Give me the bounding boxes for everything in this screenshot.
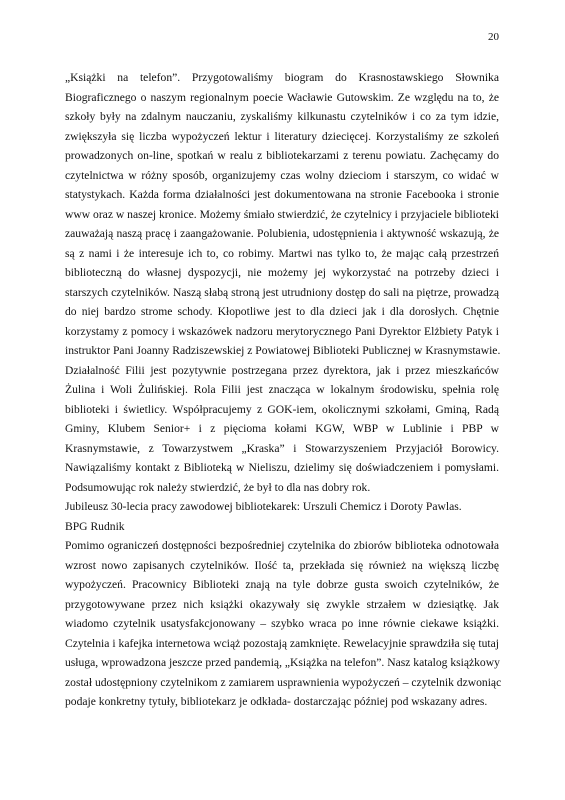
text-line: biblioteki i świetlicy. Współpracujemy z GOK-iem, okolicznymi szkołami, Gminą, Radą [65, 402, 499, 416]
text-line: starszych czytelników. Naszą słabą stroną jest utrudniony dostęp do sali na piętrze, prowadzą [65, 285, 499, 299]
text-line: do niej bardzo strome schody. Kłopotliwe jest to dla dzieci jak i dla dorosłych. Chętnie [65, 305, 499, 318]
text-line: instruktor Pani Joanny Radziszewskiej z Powiatowej Biblioteki Publicznej w Krasnymstawie. [65, 344, 501, 357]
text-line: zwiększyła się liczba wypożyczeń lektur i literatury dziecięcej. Korzystaliśmy ze szkoleń [65, 129, 499, 143]
text-line: Krasnymstawie, z Towarzystwem „Kraska” i Stowarzyszeniem Przyjaciół Borowicy. [65, 441, 499, 455]
text-line: Działalność Filii jest pozytywnie postrzegana przez dyrektora, jak i przez mieszkańców [65, 363, 499, 377]
text-line: Gminy, Klubem Senior+ i z pięcioma kołami KGW, WBP w Lublinie i PBP w [65, 422, 499, 435]
text-line: wiadomo czytelnik usatysfakcjonowany – szybko wraca po inne równie ciekawe książki. [65, 617, 499, 630]
text-line: biblioteczną do własnej dyspozycji, nie możemy jej wykorzystać na potrzeby dzieci i [65, 266, 499, 279]
text-line: są z nami i że interesuje ich to, co robimy. Martwi nas tylko to, że mając całą przestrzeń [65, 246, 499, 260]
text-line: Jubileusz 30-lecia pracy zawodowej bibliotekarek: Urszuli Chemicz i Doroty Pawlas. [65, 500, 462, 513]
text-line: Żulina i Woli Żulińskiej. Rola Filii jest znacząca w lokalnym środowisku, spełnia rolę [65, 383, 499, 396]
text-line: statystykach. Każda forma działalności jest dokumentowana na stronie Facebooka i stronie [65, 188, 499, 201]
text-line: szkoły były na zdalnym nauczaniu, zyskaliśmy kilkunastu czytelników i co za tym idzie, [65, 110, 499, 123]
text-line: Biograficznego o naszym regionalnym poecie Wacławie Gutowskim. Ze względu na to, że [65, 90, 499, 104]
text-line: www oraz w naszej kronice. Możemy śmiało stwierdzić, że czytelnicy i przyjaciele biblioteki [65, 207, 499, 221]
paragraph [65, 497, 499, 517]
text-line: wypożyczeń. Pracownicy Biblioteki znają na tyle dobrze gusta swoich czytelników, że [65, 578, 499, 591]
text-line: czytelnictwa w różny sposób, organizujemy czas wolny dzieciom i starszym, co widać w [65, 168, 499, 182]
paragraph [65, 517, 499, 537]
paragraph [65, 536, 502, 712]
text-line: Nawiązaliśmy kontakt z Biblioteką w Nieliszu, dzielimy się doświadczeniem i pomysłami. [65, 461, 499, 474]
text-line: BPG Rudnik [65, 519, 125, 533]
paragraph [65, 68, 499, 497]
text-line: podaje konkretny tytuły, bibliotekarz je odkłada- dostarczając później pod wskazany adres. [65, 695, 488, 708]
text-line: wzrost nowo zapisanych czytelników. Ilość ta, przekłada się również na większą liczbę [65, 558, 499, 572]
text-line: zauważają naszą pracę i zaangażowanie. Polubienia, udostępnienia i aktywność wskazują, że [65, 227, 499, 240]
text-line: „Książki na telefon”. Przygotowaliśmy biogram do Krasnostawskiego Słownika [65, 71, 499, 84]
text-line: korzystamy z pomocy i wskazówek nadzoru merytorycznego Pani Dyrektor Elżbiety Patyk i [65, 324, 499, 338]
text-line: przygotowywane przez nich książki okazywały się zwykle strzałem w dziesiątkę. Jak [65, 597, 499, 611]
text-line: usługa, wprowadzona jeszcze przed pandemią, „Książka na telefon”. Nasz katalog książkowy [65, 656, 500, 669]
text-line: Pomimo ograniczeń dostępności bezpośredniej czytelnika do zbiorów biblioteka odnotowała [65, 539, 499, 552]
page-number: 20 [488, 31, 499, 43]
document-body [65, 68, 502, 712]
text-line: prowadzonych on-line, spotkań w realu z bibliotekarzami z terenu powiatu. Zachęcamy do [65, 149, 499, 162]
text-line: Podsumowując rok należy stwierdzić, że był to dla nas dobry rok. [65, 480, 371, 494]
text-line: Czytelnia i kafejka internetowa wciąż pozostają zamknięte. Rewelacyjnie sprawdziła się tutaj [65, 636, 499, 650]
text-line: został udostępniony czytelnikom z zamiarem usprawnienia wypożyczeń – czytelnik dzwoniąc [65, 675, 502, 689]
